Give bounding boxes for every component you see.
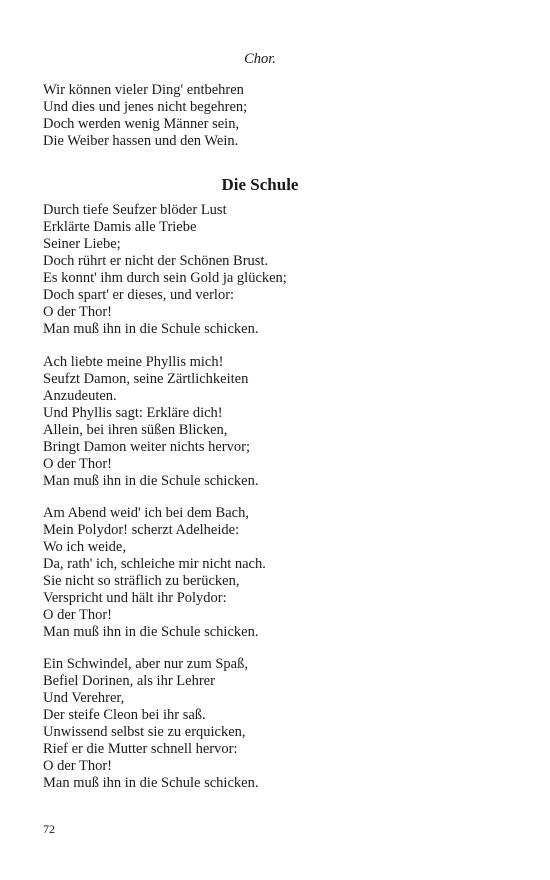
- verse-line: Doch werden wenig Männer sein,: [43, 116, 240, 132]
- verse-line: Und dies und jenes nicht begehren;: [43, 99, 248, 115]
- verse-line: O der Thor!: [43, 758, 112, 774]
- verse-line: Und Phyllis sagt: Erkläre dich!: [43, 405, 223, 421]
- verse-line: Verspricht und hält ihr Polydor:: [43, 590, 227, 606]
- verse-line: Die Weiber hassen und den Wein.: [43, 133, 239, 149]
- verse-line: Am Abend weid' ich bei dem Bach,: [43, 505, 249, 521]
- verse-line: O der Thor!: [43, 304, 112, 320]
- verse-line: Sie nicht so sträflich zu berücken,: [43, 573, 240, 589]
- verse-line: Ein Schwindel, aber nur zum Spaß,: [43, 656, 248, 672]
- chor-heading: Chor.: [244, 51, 276, 67]
- verse-line: O der Thor!: [43, 456, 112, 472]
- verse-line: Befiel Dorinen, als ihr Lehrer: [43, 673, 215, 689]
- verse-line: Bringt Damon weiter nichts hervor;: [43, 439, 250, 455]
- verse-line: Seiner Liebe;: [43, 236, 121, 252]
- verse-line: Unwissend selbst sie zu erquicken,: [43, 724, 246, 740]
- verse-line: Seufzt Damon, seine Zärtlichkeiten: [43, 371, 249, 387]
- verse-line: Es konnt' ihm durch sein Gold ja glücken;: [43, 270, 287, 286]
- stanza-4: [43, 656, 258, 792]
- verse-line: Der steife Cleon bei ihr saß.: [43, 707, 206, 723]
- poem-title: Die Schule: [221, 175, 299, 194]
- verse-line: Erklärte Damis alle Triebe: [43, 219, 197, 235]
- verse-line: Man muß ihn in die Schule schicken.: [43, 624, 259, 640]
- verse-line: Wir können vieler Ding' entbehren: [43, 82, 244, 98]
- verse-line: Rief er die Mutter schnell hervor:: [43, 741, 238, 757]
- verse-line: Allein, bei ihren süßen Blicken,: [43, 422, 228, 438]
- stanza-2: [43, 354, 258, 490]
- verse-line: Ach liebte meine Phyllis mich!: [43, 354, 224, 370]
- verse-line: Und Verehrer,: [43, 690, 125, 706]
- verse-line: O der Thor!: [43, 607, 112, 623]
- verse-line: Man muß ihn in die Schule schicken.: [43, 473, 259, 489]
- chor-stanza: [43, 82, 247, 150]
- verse-line: Anzudeuten.: [43, 388, 117, 404]
- verse-line: Da, rath' ich, schleiche mir nicht nach.: [43, 556, 266, 572]
- verse-line: Mein Polydor! scherzt Adelheide:: [43, 522, 240, 538]
- verse-line: Man muß ihn in die Schule schicken.: [43, 775, 259, 791]
- verse-line: Durch tiefe Seufzer blöder Lust: [43, 202, 227, 218]
- verse-line: Wo ich weide,: [43, 539, 126, 555]
- page-number: 72: [43, 822, 55, 836]
- verse-line: Doch spart' er dieses, und verlor:: [43, 287, 235, 303]
- verse-line: Man muß ihn in die Schule schicken.: [43, 321, 259, 337]
- verse-line: Doch rührt er nicht der Schönen Brust.: [43, 253, 269, 269]
- stanza-3: [43, 505, 266, 641]
- stanza-1: [43, 202, 287, 338]
